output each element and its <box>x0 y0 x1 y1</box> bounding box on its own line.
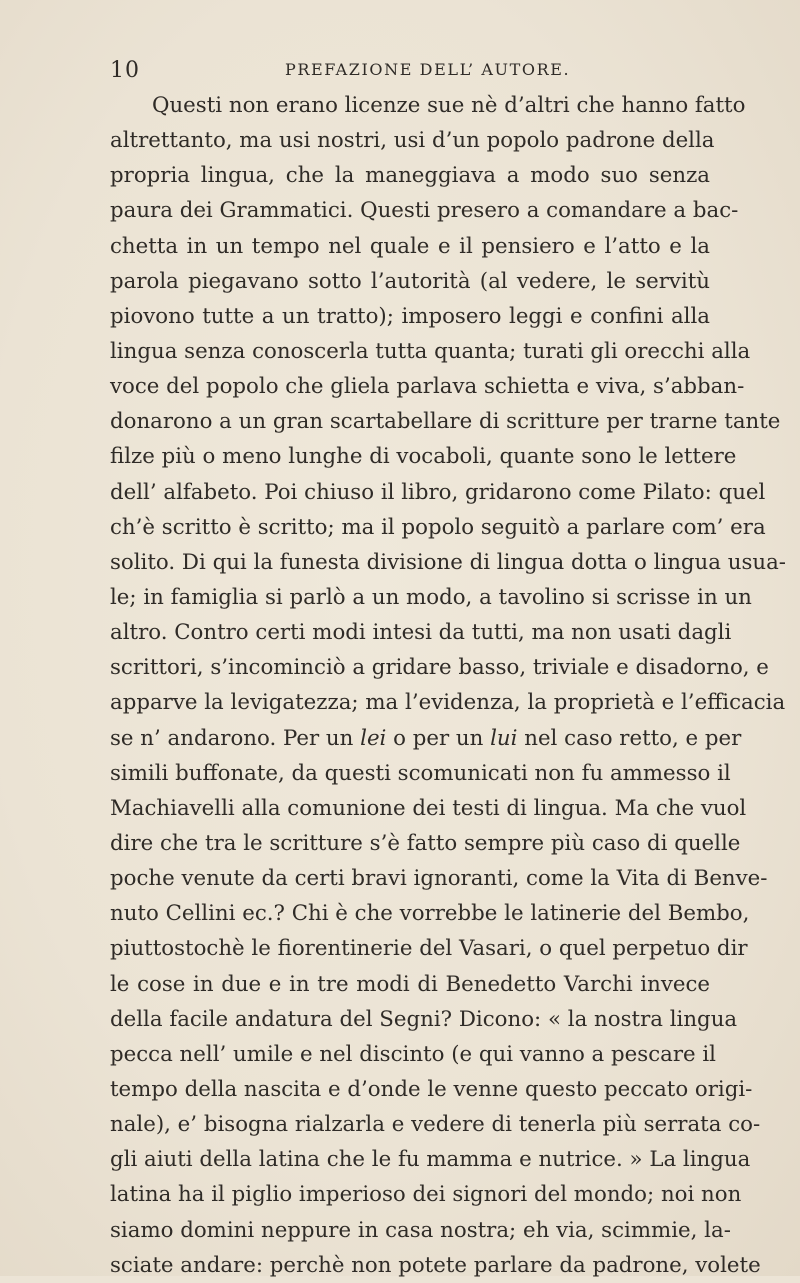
text-line: solito. Di qui la funesta divisione di lingua dotta o lingua usua- <box>110 549 786 575</box>
text-line: propria lingua, che la maneggiava a modo suo senza <box>110 163 710 189</box>
text-line: poche venute da certi bravi ignoranti, come la Vita di Benve- <box>110 866 768 892</box>
text-line: della facile andatura del Segni? Dicono: « la nostra lingua <box>110 1006 738 1032</box>
text-line: latina ha il piglio imperioso dei signori del mondo; noi non <box>110 1182 742 1208</box>
text-line: sciate andare: perchè non potete parlare da padrone, volete <box>110 1252 761 1278</box>
page-number: 10 <box>110 58 140 83</box>
text-line: filze più o meno lunghe di vocaboli, quante sono le lettere <box>110 444 737 470</box>
text-line-with-italics <box>110 721 742 756</box>
text-line: scrittori, s’incominciò a gridare basso, triviale e disadorno, e <box>110 655 769 681</box>
text-line: ch’è scritto è scritto; ma il popolo seguitò a parlare com’ era <box>110 514 766 540</box>
text-line: paura dei Grammatici. Questi presero a comandare a bac- <box>110 198 739 224</box>
text-line: parola piegavano sotto l’autorità (al vedere, le servitù <box>110 268 710 294</box>
text-line: altrettanto, ma usi nostri, usi d’un popolo padrone della <box>110 128 715 154</box>
body-text <box>110 88 786 1283</box>
text-line: lingua senza conoscerla tutta quanta; turati gli orecchi alla <box>110 338 751 364</box>
text-line: chetta in un tempo nel quale e il pensiero e l’atto e la <box>110 233 710 259</box>
text-segment: se n’ andarono. Per un <box>110 725 361 751</box>
text-line: gli aiuti della latina che le fu mamma e nutrice. » La lingua <box>110 1147 751 1173</box>
text-line: piuttostochè le fiorentinerie del Vasari, o quel perpetuo dir <box>110 936 748 962</box>
italic-word: lui <box>490 725 518 751</box>
text-segment: nel caso retto, e per <box>517 725 742 751</box>
text-line: nale), e’ bisogna rialzarla e vedere di tenerla più serrata co- <box>110 1112 761 1138</box>
text-line: apparve la levigatezza; ma l’evidenza, la proprietà e l’efficacia <box>110 690 786 716</box>
text-line: voce del popolo che gliela parlava schietta e viva, s’abban- <box>110 374 745 400</box>
text-line: siamo domini neppure in casa nostra; eh via, scimmie, la- <box>110 1217 731 1243</box>
text-line: le cose in due e in tre modi di Benedetto Varchi invece <box>110 971 710 997</box>
text-segment: o per un <box>386 725 491 751</box>
text-line: Machiavelli alla comunione dei testi di lingua. Ma che vuol <box>110 795 747 821</box>
italic-word: lei <box>360 725 387 751</box>
text-line: le; in famiglia si parlò a un modo, a tavolino si scrisse in un <box>110 584 752 610</box>
text-line: nuto Cellini ec.? Chi è che vorrebbe le latinerie del Bembo, <box>110 901 750 927</box>
text-line: tempo della nascita e d’onde le venne questo peccato origi- <box>110 1076 753 1102</box>
text-line: altro. Contro certi modi intesi da tutti, ma non usati dagli <box>110 620 732 646</box>
text-line: Questi non erano licenze sue nè d’altri che hanno fatto <box>152 93 746 118</box>
running-head <box>110 58 710 88</box>
text-line: piovono tutte a un tratto); imposero leggi e confini alla <box>110 303 710 329</box>
text-line: simili buffonate, da questi scomunicati non fu ammesso il <box>110 760 731 786</box>
running-title: PREFAZIONE DELL’ AUTORE. <box>285 60 571 79</box>
text-line: dell’ alfabeto. Poi chiuso il libro, gridarono come Pilato: quel <box>110 479 766 505</box>
text-line: donarono a un gran scartabellare di scritture per trarne tante <box>110 409 781 435</box>
text-line: pecca nell’ umile e nel discinto (e qui vanno a pescare il <box>110 1041 716 1067</box>
text-line: dire che tra le scritture s’è fatto sempre più caso di quelle <box>110 830 741 856</box>
